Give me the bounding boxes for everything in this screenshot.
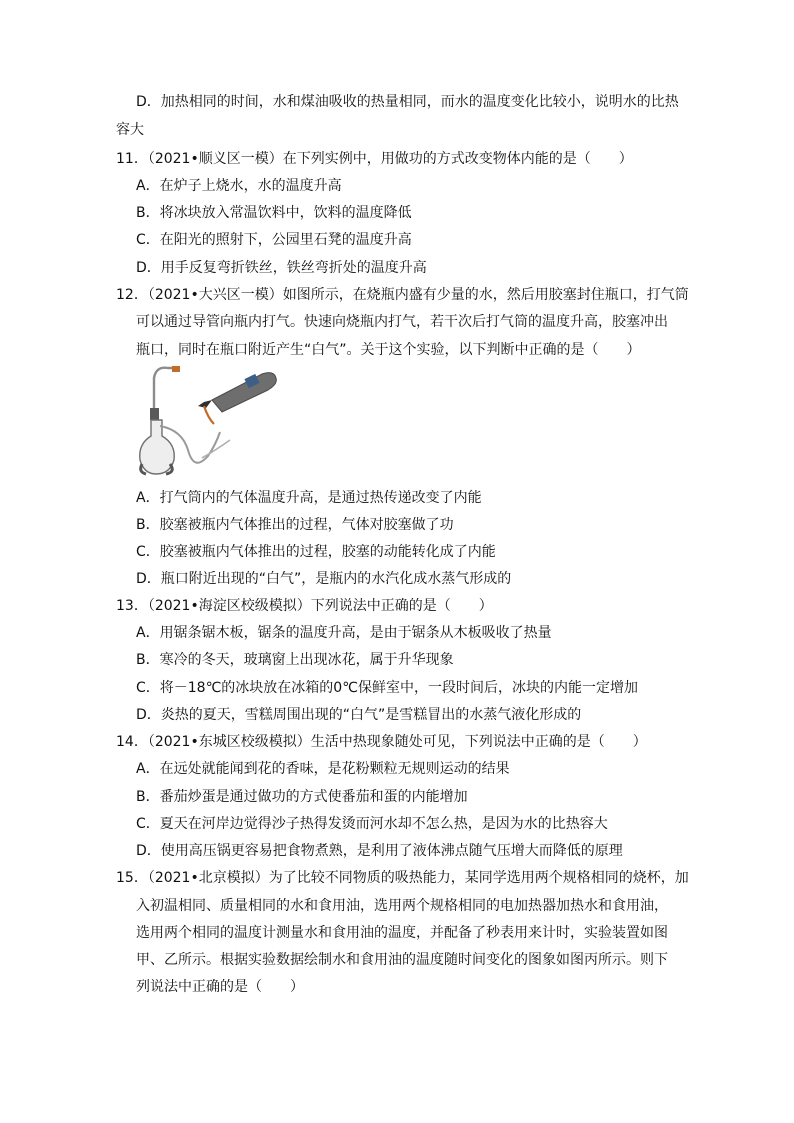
q13-option-a: A．用锯条锯木板，锯条的温度升高，是由于锯条从木板吸收了热量 (136, 625, 552, 641)
q12-option-a: A．打气筒内的气体温度升高，是通过热传递改变了内能 (136, 490, 482, 506)
q14-option-d: D．使用高压锅更容易把食物煮熟，是利用了液体沸点随气压增大而降低的原理 (136, 843, 623, 859)
q13-stem: 13．（2021•海淀区校级模拟）下列说法中正确的是（ ） (116, 598, 493, 614)
q11-option-c: C．在阳光的照射下，公园里石凳的温度升高 (136, 232, 412, 248)
pump-hose (204, 406, 214, 424)
q15-stem-line-3: 选用两个相同的温度计测量水和食用油的温度，并配备了秒表用来计时，实验装置如图 (136, 925, 668, 941)
flask-pump-figure (134, 364, 284, 476)
tube-connector (172, 366, 180, 372)
q14-option-b: B．番茄炒蛋是通过做功的方式使番茄和蛋的内能增加 (136, 789, 468, 805)
q11-stem: 11．（2021•顺义区一模）在下列实例中，用做功的方式改变物体内能的是（ ） (116, 151, 633, 167)
q12-option-d: D．瓶口附近出现的“白气”，是瓶内的水汽化成水蒸气形成的 (136, 571, 512, 587)
q13-option-d: D．炎热的夏天，雪糕周围出现的“白气”是雪糕冒出的水蒸气液化形成的 (136, 707, 582, 723)
q12-option-c: C．胶塞被瓶内气体推出的过程，胶塞的动能转化成了内能 (136, 544, 496, 560)
q15-stem-line-4: 甲、乙所示。根据实验数据绘制水和食用油的温度随时间变化的图象如图丙所示。则下 (136, 952, 668, 968)
vertical-tube (154, 368, 176, 414)
q13-option-c: C．将－18℃的冰块放在冰箱的0℃保鲜室中，一段时间后，冰块的内能一定增加 (136, 680, 638, 696)
q15-stem-line-1: 15．（2021•北京模拟）为了比较不同物质的吸热能力，某同学选用两个规格相同的烧杯，加 (116, 870, 689, 886)
q11-option-b: B．将冰块放入常温饮料中，饮料的温度降低 (136, 205, 412, 221)
q11-option-a: A．在炉子上烧水，水的温度升高 (136, 178, 342, 194)
q15-stem-line-5: 列说法中正确的是（ ） (136, 979, 304, 995)
q14-option-a: A．在远处就能闻到花的香味，是花粉颗粒无规则运动的结果 (136, 761, 510, 777)
flask-stopper (150, 408, 159, 420)
q13-option-b: B．寒冷的冬天，玻璃窗上出现冰花，属于升华现象 (136, 652, 454, 668)
pump-body (212, 373, 276, 412)
q10-option-d: D．加热相同的时间，水和煤油吸收的热量相同，而水的温度变化比较小，说明水的比热 (136, 94, 679, 110)
q14-stem: 14．（2021•东城区校级模拟）生活中热现象随处可见，下列说法中正确的是（ ） (116, 734, 647, 750)
q15-stem-line-2: 入初温相同、质量相同的水和食用油，选用两个规格相同的电加热器加热水和食用油， (136, 898, 668, 914)
q12-stem-line-3: 瓶口，同时在瓶口附近产生“白气”。关于这个实验，以下判断中正确的是（ ） (136, 342, 641, 358)
q12-stem-line-2: 可以通过导管向瓶内打气。快速向烧瓶内打气，若干次后打气筒的温度升高，胶塞冲出 (136, 314, 668, 330)
q14-option-c: C．夏天在河岸边觉得沙子热得发烫而河水却不怎么热，是因为水的比热容大 (136, 816, 608, 832)
q10-option-d-cont: 容大 (116, 122, 144, 138)
q12-stem-line-1: 12．（2021•大兴区一模）如图所示，在烧瓶内盛有少量的水，然后用胶塞封住瓶口，打气筒 (116, 287, 689, 303)
q12-option-b: B．胶塞被瓶内气体推出的过程，气体对胶塞做了功 (136, 517, 454, 533)
q11-option-d: D．用手反复弯折铁丝，铁丝弯折处的温度升高 (136, 260, 427, 276)
